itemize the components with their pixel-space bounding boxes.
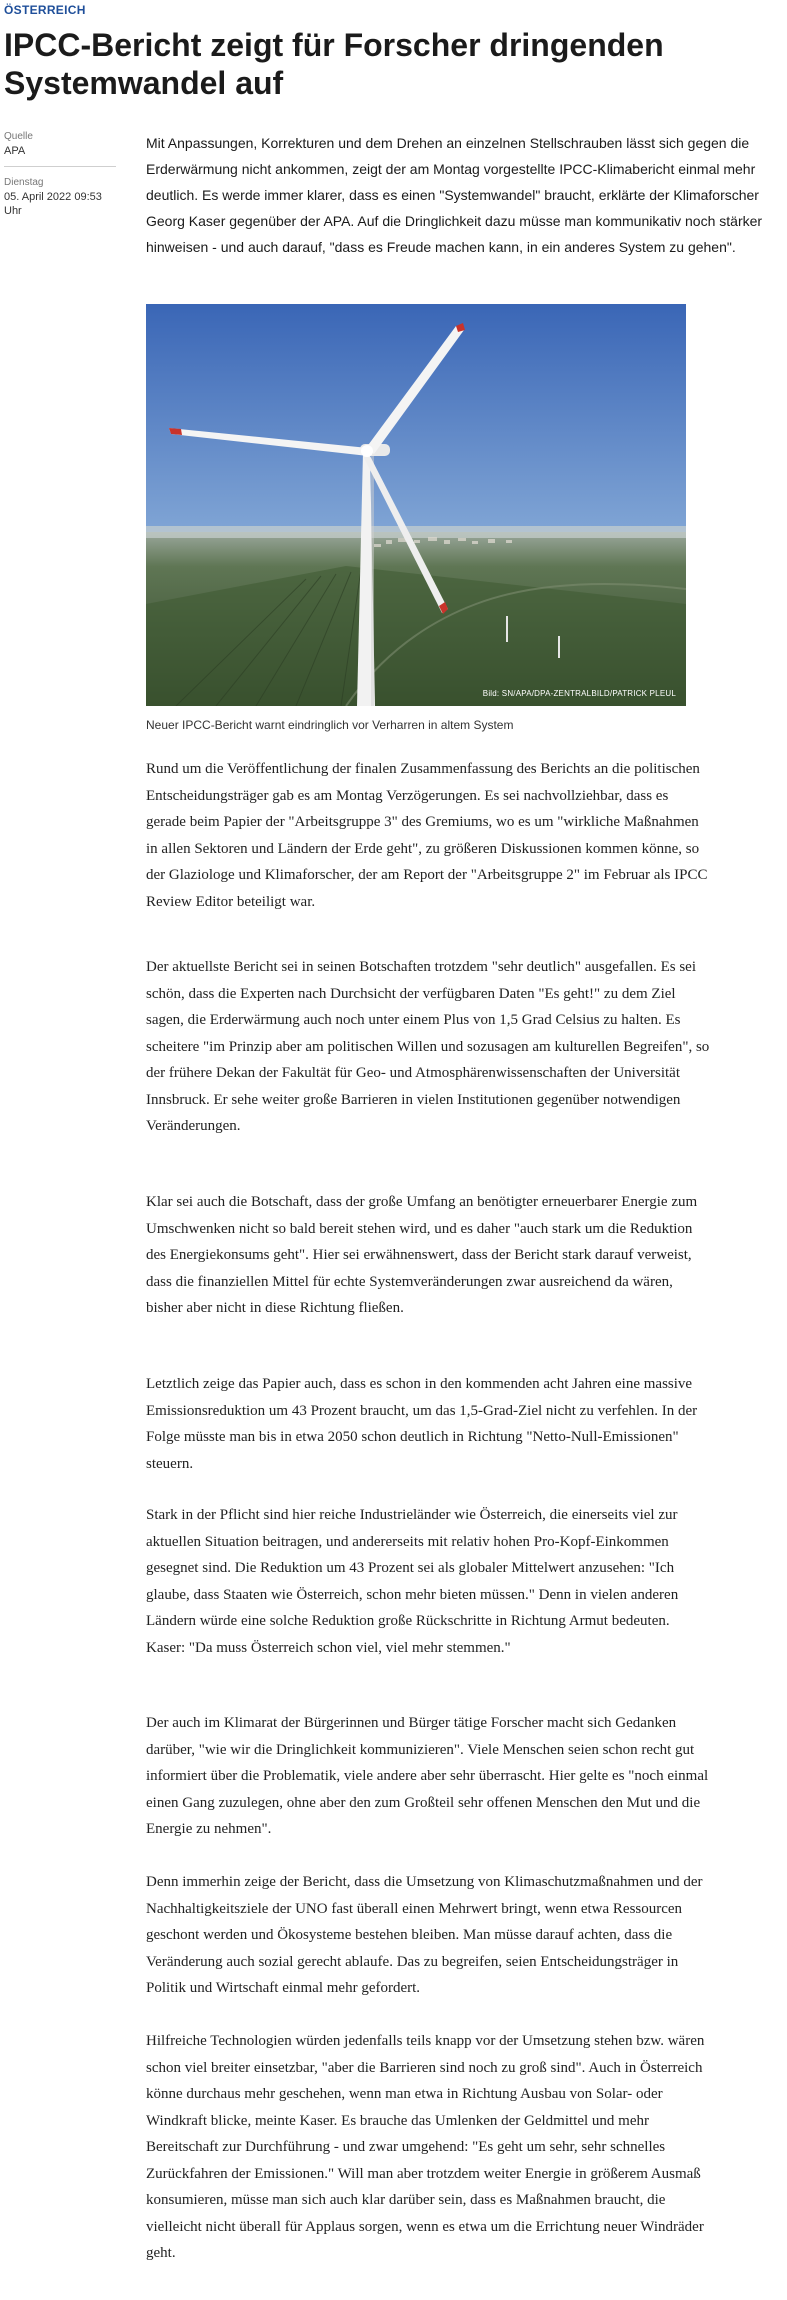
source-label: Quelle [4,131,33,142]
body-paragraph: Stark in der Pflicht sind hier reiche Industrieländer wie Österreich, die einerseits viel zur aktuellen Situation beitragen, und andererseits mit relativ hohen Pro-Kopf-Einkommen gesegnet sind. Die Reduktion um 43 Prozent sei als globaler Mittelwert anzusehen: "Ich glaube, dass Staaten wie Österreich, schon mehr bieten müssen." Denn in vielen anderen Ländern würde eine solche Reduktion große Rückschritte in Richtung Armut bedeuten. Kaser: "Da muss Österreich schon viel, viel mehr stemmen." [146,1507,679,1656]
article-lead: Mit Anpassungen, Korrekturen und dem Drehen an einzelnen Stellschrauben lässt sich gegen die Erderwärmung nicht ankommen, zeigt der am Montag vorgestellte IPCC-Klimabericht einmal mehr deutlich. Es werde immer klarer, dass es einen "Systemwandel" braucht, erklärte der Klimaforscher Georg Kaser gegenüber der APA. Auf die Dringlichkeit dazu müsse man kommunikativ noch stärker hinweisen - und auch darauf, "dass es Freude machen kann, in ein anderes System zu gehen". [146,135,763,255]
body-paragraph: Klar sei auch die Botschaft, dass der große Umfang an benötigter erneuerbarer Energie zum Umschwenken nicht so bald bereit stehen wird, und es daher "auch stark um die Reduktion des Energiekonsums geht". Hier sei erwähnenswert, dass der Bericht stark darauf verweist, dass die finanziellen Mittel für echte Systemveränderungen zwar ausreichend da wären, bisher aber nicht in diese Richtung fließen. [146,1194,698,1316]
body-paragraph: Der aktuellste Bericht sei in seinen Botschaften trotzdem "sehr deutlich" ausgefallen. Es sei schön, dass die Experten nach Durchsicht der verfügbaren Daten "Es geht!" zu dem Ziel sagen, die Erderwärmung auch noch unter einem Plus von 1,5 Grad Celsius zu halten. Es scheitere "im Prinzip aber am politischen Willen und sozusagen am kulturellen Begreifen", so der frühere Dekan der Fakultät für Geo- und Atmosphärenwissenschaften der Universität Innsbruck. Er sehe weiter große Barrieren in vielen Institutionen gegenüber notwendigen Veränderungen. [146,959,710,1134]
article-meta [4,130,116,218]
body-paragraph: Hilfreiche Technologien würden jedenfalls teils knapp vor der Umsetzung stehen bzw. wären schon viel breiter einsetzbar, "aber die Barrieren sind noch zu groß sind". Auch in Österreich könne durchaus mehr geschehen, wenn man etwa in Richtung Ausbau von Solar- oder Windkraft blicke, meinte Kaser. Es brauche das Umlenken der Geldmittel und mehr Bereitschaft zur Durchführung - und zwar umgehend: "Es geht um sehr, sehr schnelles Zurückfahren der Emissionen." Will man aber trotzdem weiter Energie in größerem Ausmaß konsumieren, müsse man sich auch klar darüber sein, dass es Maßnahmen braucht, die vielleicht nicht überall für Applaus sorgen, wenn es etwa um die Errichtung neuer Windräder geht. [146,2033,705,2261]
body-paragraph: Der auch im Klimarat der Bürgerinnen und Bürger tätige Forscher macht sich Gedanken darüber, "wie wir die Dringlichkeit kommunizieren". Viele Menschen seien schon recht gut informiert über die Problematik, viele andere aber sehr überrascht. Hier gelte es "noch einmal einen Gang zuzulegen, ohne aber den zum Großteil sehr offenen Menschen den Mut und die Energie zu nehmen". [146,1715,709,1837]
wind-turbine-photo [146,304,686,706]
meta-divider [4,166,116,167]
image-caption: Neuer IPCC-Bericht warnt eindringlich vor Verharren in altem System [146,718,514,732]
publish-day: Dienstag [4,177,44,188]
image-credit: Bild: SN/APA/DPA-ZENTRALBILD/PATRICK PLEUL [482,689,676,698]
body-paragraph: Letztlich zeige das Papier auch, dass es schon in den kommenden acht Jahren eine massive Emissionsreduktion um 43 Prozent braucht, um das 1,5-Grad-Ziel nicht zu verfehlen. In der Folge müsste man bis in etwa 2050 schon deutlich in Richtung "Netto-Null-Emissionen" steuern. [146,1376,698,1472]
article-image[interactable] [146,304,686,706]
article-headline: IPCC-Bericht zeigt für Forscher dringenden Systemwandel auf [4,27,664,101]
publish-time-suffix: Uhr [4,205,22,217]
publish-datetime: 05. April 2022 09:53 [4,191,102,203]
source-value: APA [4,145,26,157]
body-paragraph: Denn immerhin zeige der Bericht, dass die Umsetzung von Klimaschutzmaßnahmen und der Nachhaltigkeitsziele der UNO fast überall einen Mehrwert bringt, wenn etwa Ressourcen geschont werden und Ökosysteme bestehen bleiben. Man müsse darauf achten, dass die Veränderung auch sozial gerecht ablaufe. Das zu begreifen, seien Entscheidungsträger in Politik und Wirtschaft einmal mehr gefordert. [146,1874,703,1996]
body-paragraph: Rund um die Veröffentlichung der finalen Zusammenfassung des Berichts an die politischen Entscheidungsträger gab es am Montag Verzögerungen. Es sei nachvollziehbar, dass es gerade beim Papier der "Arbeitsgruppe 3" des Gremiums, wo es um "wirkliche Maßnahmen in allen Sektoren und Ländern der Erde geht", zu größeren Diskussionen kommen könne, so der Glaziologe und Klimaforscher, der am Report der "Arbeitsgruppe 2" im Februar als IPCC Review Editor beteiligt war. [146,761,708,910]
section-kicker[interactable]: ÖSTERREICH [4,3,86,17]
